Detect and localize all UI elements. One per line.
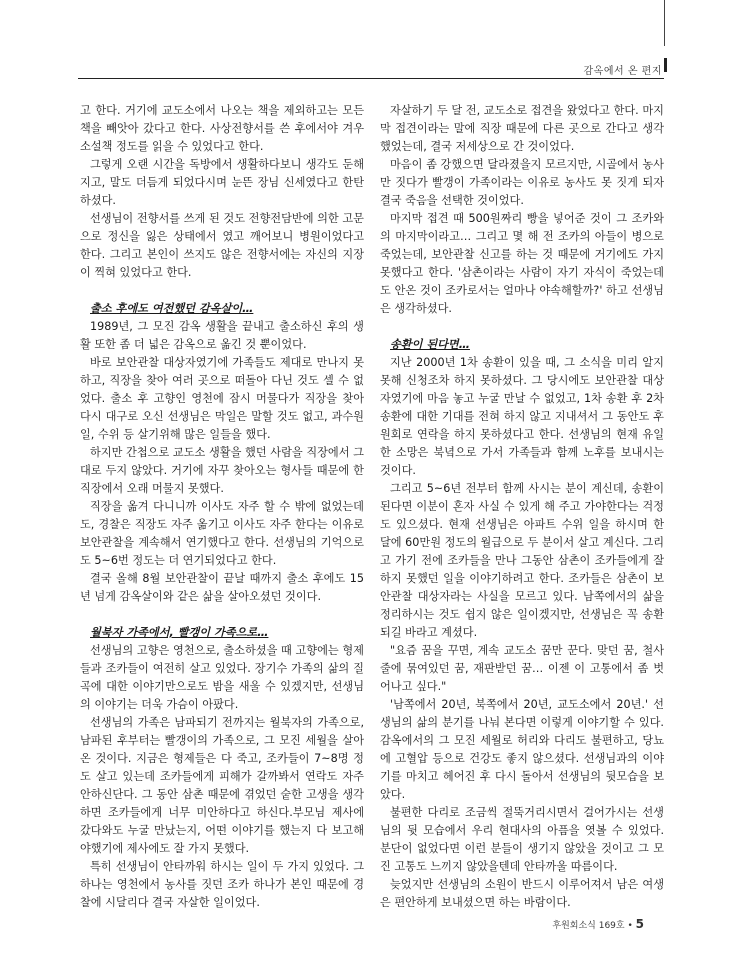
- paragraph: "요즘 꿈을 꾸면, 계속 교도소 꿈만 꾼다. 맞던 꿈, 철사 줄에 묶여있던 꿈, 재판받던 꿈… 이젠 이 고통에서 좀 벗어나고 싶다.": [380, 644, 664, 693]
- paragraph: 바로 보안관찰 대상자였기에 가족들도 제대로 만나지 못하고, 직장을 찾아 여러 곳으로 떠돌아 다닌 것도 셀 수 없었다. 출소 후 고향인 영천에 잠시 머물다가 직장을 찾아 다시 대구로 오신 선생님은 막일은 말할 것도 없고, 과수원일, 수위 등 살기위해 많은 일들을 했다.: [80, 356, 364, 441]
- paragraph: 고 한다. 거기에 교도소에서 나오는 책을 제외하고는 모든 책을 빼앗아 갔다고 한다. 사상전향서를 쓴 후에서야 겨우 소설책 정도를 읽을 수 있었다고 한다.: [80, 104, 364, 153]
- paragraph: 하지만 간첩으로 교도소 생활을 했던 사람을 직장에서 그대로 두지 않았다. 거기에 자꾸 찾아오는 형사들 때문에 한 직장에서 오래 머물지 못했다.: [80, 446, 364, 495]
- paragraph: '남쪽에서 20년, 북쪽에서 20년, 교도소에서 20년.' 선생님의 삶의 분기를 나눠 본다면 이렇게 이야기할 수 있다. 감옥에서의 그 모진 세월로 허리와 다리도 불편하고, 당뇨에 고혈압 등으로 건강도 좋지 않으셨다. 선생님과의 이야기를 마치고 헤어진 후 다시 돌아서 선생님의 뒷모습을 보았다.: [380, 698, 664, 801]
- subheading: 월북자 가족에서, 빨갱이 가족으로…: [90, 626, 269, 639]
- section-header: 감옥에서 온 편지: [583, 66, 662, 77]
- paragraph: 마음이 좀 강했으면 달라졌을지 모르지만, 시골에서 농사만 짓다가 빨갱이 가족이라는 이유로 농사도 못 짓게 되자 결국 죽음을 선택한 것이었다.: [380, 158, 664, 207]
- paragraph: 그렇게 오랜 시간을 독방에서 생활하다보니 생각도 둔해지고, 말도 더듬게 되었다시며 눈뜬 장님 신세였다고 한탄하셨다.: [80, 158, 364, 207]
- paragraph: 그리고 5~6년 전부터 함께 사시는 분이 계신데, 송환이 된다면 이분이 혼자 사실 수 있게 해 주고 가야한다는 걱정도 있으셨다. 현재 선생님은 아파트 수위 일을 하시며 한 달에 60만원 정도의 월급으로 두 분이서 살고 계신다. 그리고 가기 전에 조카들을 만나 그동안 삼촌이 조카들에게 잘 하지 못했던 일을 이야기하려고 한다. 조카들은 삼촌이 보안관찰 대상자라는 사실을 모르고 있다. 남쪽에서의 삶을 정리하시는 것도 쉽지 않은 일이겠지만, 선생님은 꼭 송환되길 바라고 계셨다.: [380, 482, 664, 639]
- paragraph: 선생님이 전향서를 쓰게 된 것도 전향전담반에 의한 고문으로 정신을 잃은 상태에서 였고 깨어보니 병원이었다고 한다. 그리고 본인이 쓰지도 않은 전향서에는 자신의 지장이 찍혀 있었다고 한다.: [80, 212, 364, 279]
- top-rule: [664, 0, 665, 46]
- paragraph: 선생님의 고향은 영천으로, 출소하셨을 때 고향에는 형제들과 조카들이 여전히 살고 있었다. 장기수 가족의 삶의 질곡에 대한 이야기만으로도 밤을 새울 수 있겠지만, 선생님의 이야기는 더욱 가슴이 아팠다.: [80, 644, 364, 711]
- header-marker: [664, 58, 667, 72]
- paragraph: 늦었지만 선생님의 소원이 반드시 이루어져서 남은 여생은 편안하게 보내셨으면 하는 바람이다.: [380, 878, 664, 909]
- left-column: [80, 102, 364, 912]
- paragraph: 지난 2000년 1차 송환이 있을 때, 그 소식을 미리 알지 못해 신청조차 하지 못하셨다. 그 당시에도 보안관찰 대상자였기에 마음 놓고 누굴 만날 수 없었고, 1차 송환 후 2차 송환에 대한 기대를 전혀 하지 않고 지내셔서 그 동안도 후원회로 연락을 하지 못하셨다고 한다. 선생님의 현재 유일한 소망은 북녘으로 가서 가족들과 함께 노후를 보내시는 것이다.: [380, 356, 664, 477]
- publication-name: 후원회소식 169호 •: [552, 921, 633, 931]
- paragraph: 결국 올해 8월 보안관찰이 끝날 때까지 출소 후에도 15년 넘게 감옥살이와 같은 삶을 살아오셨던 것이다.: [80, 572, 364, 603]
- paragraph: 1989년, 그 모진 감옥 생활을 끝내고 출소하신 후의 생활 또한 좀 더 넓은 감옥으로 옮긴 것 뿐이었다.: [80, 320, 364, 351]
- page-footer: [552, 917, 644, 931]
- paragraph: 특히 선생님이 안타까워 하시는 일이 두 가지 있었다. 그 하나는 영천에서 농사를 짓던 조카 하나가 본인 때문에 경찰에 시달리다 결국 자살한 일이었다.: [80, 860, 364, 909]
- right-column: [380, 102, 664, 912]
- subheading: 출소 후에도 여전했던 감옥살이…: [90, 302, 254, 315]
- paragraph: 마지막 접견 때 500원짜리 빵을 넣어준 것이 그 조카와의 마지막이라고… 그리고 몇 해 전 조카의 아들이 병으로 죽었는데, 보안관찰 신고를 하는 것 때문에 거기에도 가지 못했다고 한다. '삼촌이라는 사람이 자기 자식이 죽었는데도 안온 것이 조카로서는 얼마나 야속해할까?' 하고 선생님은 생각하셨다.: [380, 212, 664, 315]
- header-rule: [78, 78, 664, 79]
- page-number: 5: [635, 917, 644, 931]
- paragraph: 자살하기 두 달 전, 교도소로 접견을 왔었다고 한다. 마지막 접견이라는 말에 직장 때문에 다른 곳으로 간다고 생각했었는데, 결국 저세상으로 간 것이었다.: [380, 104, 664, 153]
- paragraph: 직장을 옮겨 다니니까 이사도 자주 할 수 밖에 없었는데도, 경찰은 직장도 자주 옮기고 이사도 자주 한다는 이유로 보안관찰을 계속해서 연기했다고 한다. 선생님의 기억으로도 5~6번 정도는 더 연기되었다고 한다.: [80, 500, 364, 567]
- subheading: 송환이 된다면…: [390, 338, 470, 351]
- paragraph: 선생님의 가족은 남파되기 전까지는 월북자의 가족으로, 남파된 후부터는 빨갱이의 가족으로, 그 모진 세월을 살아온 것이다. 지금은 형제들은 다 죽고, 조카들이 7~8명 정도 살고 있는데 조카들에게 피해가 갈까봐서 연락도 자주 안하신단다. 그 동안 삼촌 때문에 겪었던 숱한 고생을 생각하면 조카들에게 너무 미안하다고 하신다.부모님 제사에 갔다와도 누굴 만났는지, 어떤 이야기를 했는지 다 보고해야했기에 제사에도 잘 가지 못했다.: [80, 716, 364, 855]
- paragraph: 불편한 다리로 조금씩 절뚝거리시면서 걸어가시는 선생님의 뒷 모습에서 우리 현대사의 아픔을 엿볼 수 있었다. 분단이 없었다면 이런 분들이 생기지 않았을 것이고 그 모진 고통도 느끼지 않았을텐데 안타까울 따름이다.: [380, 806, 664, 873]
